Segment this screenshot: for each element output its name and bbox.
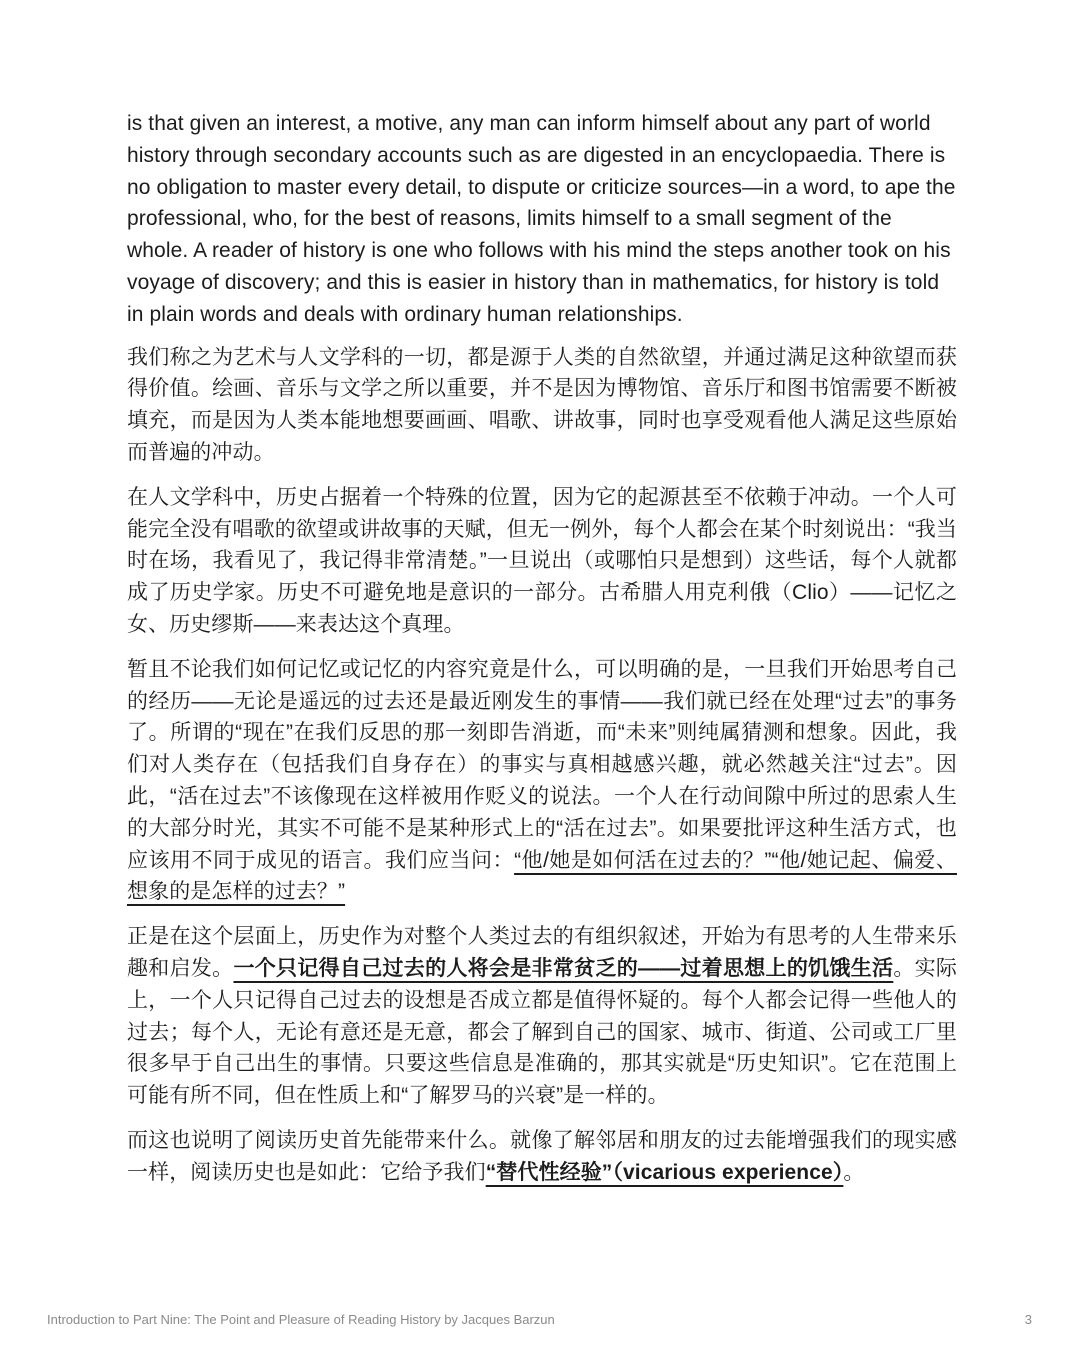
highlighted-term: “替代性经验”（vicarious experience） <box>485 1160 844 1184</box>
footer-title: Introduction to Part Nine: The Point and Pleasure of Reading History by Jacques Barzun <box>47 1312 555 1327</box>
highlighted-question: “他/她是如何活在过去的？”“他/她记起、偏爱、想象的是怎样的过去？” <box>127 848 957 904</box>
paragraph-organized-narrative <box>127 921 957 1112</box>
paragraph-vicarious-experience <box>127 1125 957 1189</box>
paragraph-text: 。 <box>843 1160 865 1184</box>
page-footer <box>47 1312 1032 1327</box>
paragraph-text: 。实际上，一个人只记得自己过去的设想是否成立都是值得怀疑的。每个人都会记得一些他人的过去；每个人，无论有意还是无意，都会了解到自己的国家、城市、街道、公司或工厂里很多早于自己出生的事情。只要这些信息是准确的，那其实就是“历史知识”。它在范围上可能有所不同，但在性质上和“了解罗马的兴衰”是一样的。 <box>127 956 957 1108</box>
paragraph-english <box>127 108 957 331</box>
paragraph-arts-humanities <box>127 342 957 469</box>
paragraph-history-position <box>127 482 957 641</box>
paragraph-living-in-past <box>127 654 957 908</box>
highlighted-key-sentence: 一个只记得自己过去的人将会是非常贫乏的——过着思想上的饥饿生活 <box>233 956 894 980</box>
document-body <box>127 108 957 1202</box>
page-number: 3 <box>1024 1312 1032 1327</box>
paragraph-text: 在人文学科中，历史占据着一个特殊的位置，因为它的起源甚至不依赖于冲动。一个人可能完全没有唱歌的欲望或讲故事的天赋，但无一例外，每个人都会在某个时刻说出：“我当时在场，我看见了，我记得非常清楚。”一旦说出（或哪怕只是想到）这些话，每个人就都成了历史学家。历史不可避免地是意识的一部分。古希腊人用克利俄（Clio）——记忆之女、历史缪斯——来表达这个真理。 <box>127 485 957 636</box>
paragraph-text: 暂且不论我们如何记忆或记忆的内容究竟是什么，可以明确的是，一旦我们开始思考自己的经历——无论是遥远的过去还是最近刚发生的事情——我们就已经在处理“过去”的事务了。所谓的“现在”在我们反思的那一刻即告消逝，而“未来”则纯属猜测和想象。因此，我们对人类存在（包括我们自身存在）的事实与真相越感兴趣，就必然越关注“过去”。因此，“活在过去”不该像现在这样被用作贬义的说法。一个人在行动间隙中所过的思索人生的大部分时光，其实不可能不是某种形式上的“活在过去”。如果要批评这种生活方式，也应该用不同于成见的语言。我们应当问： <box>127 657 957 872</box>
paragraph-text: is that given an interest, a motive, any man can inform himself about any part of world history through secondary accounts such as are digested in an encyclopaedia. There is no obligation to master every detail, to dispute or criticize sources—in a word, to ape the professional, who, for the best of reasons, limits himself to a small segment of the whole. A reader of history is one who follows with his mind the steps another took on his voyage of discovery; and this is easier in history than in mathematics, for history is told in plain words and deals with ordinary human relationships. <box>127 112 956 326</box>
paragraph-text: 而这也说明了阅读历史首先能带来什么。就像了解邻居和朋友的过去能增强我们的现实感一样，阅读历史也是如此：它给予我们 <box>127 1128 957 1184</box>
paragraph-text: 我们称之为艺术与人文学科的一切，都是源于人类的自然欲望，并通过满足这种欲望而获得价值。绘画、音乐与文学之所以重要，并不是因为博物馆、音乐厅和图书馆需要不断被填充，而是因为人类本能地想要画画、唱歌、讲故事，同时也享受观看他人满足这些原始而普遍的冲动。 <box>127 345 957 464</box>
paragraph-text: 正是在这个层面上，历史作为对整个人类过去的有组织叙述，开始为有思考的人生带来乐趣和启发。 <box>127 925 957 980</box>
